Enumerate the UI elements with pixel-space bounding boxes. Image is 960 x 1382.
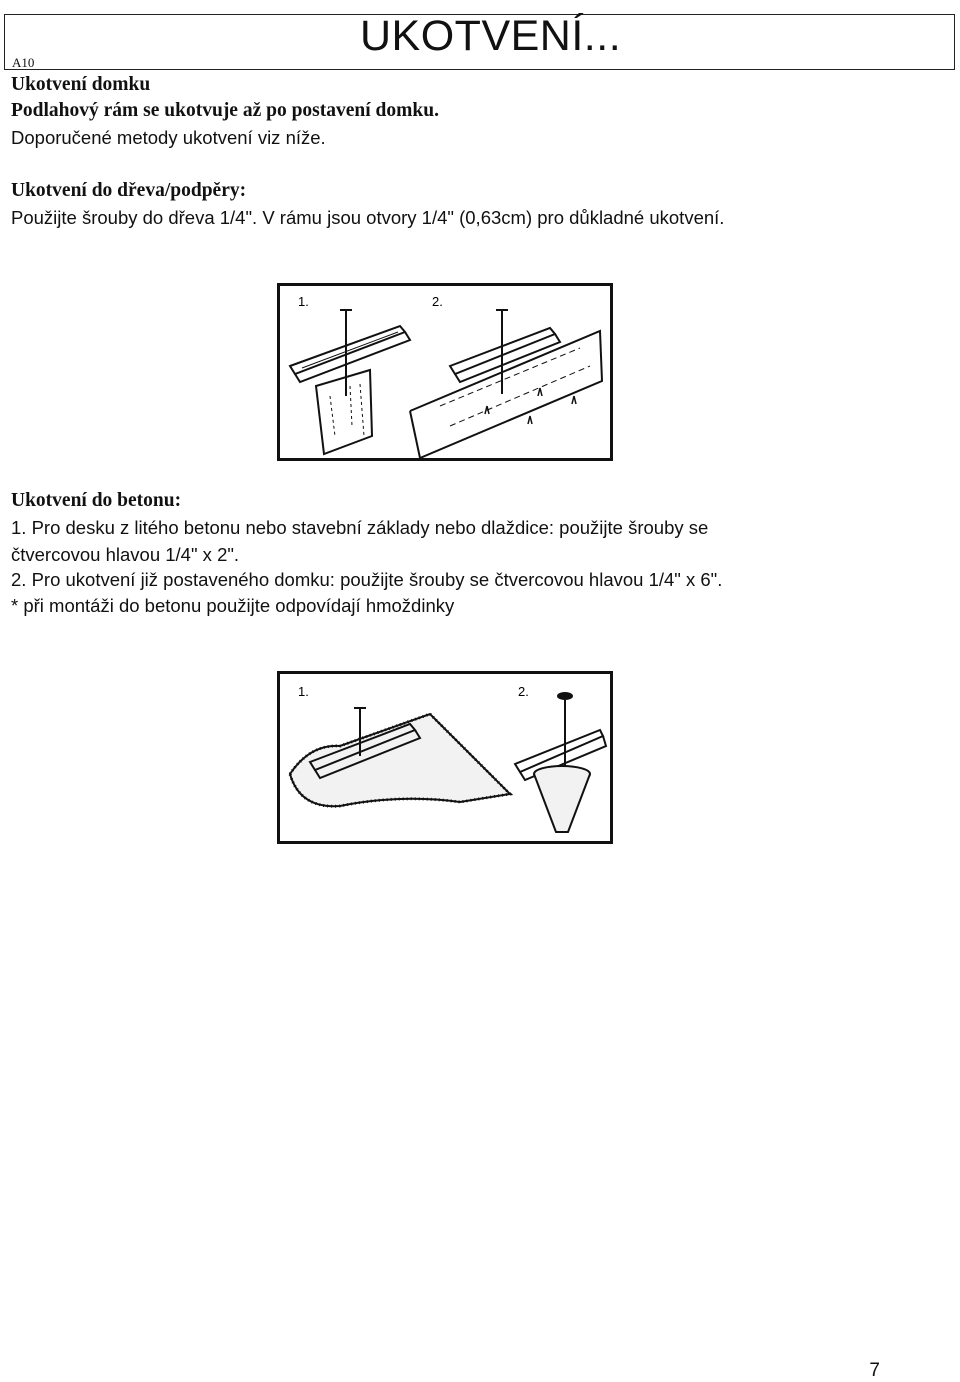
concrete-anchoring-illustration — [280, 674, 610, 841]
wood-beam — [410, 331, 602, 458]
wood-figure-label-2: 2. — [432, 294, 443, 309]
wood-post — [316, 370, 372, 454]
page-number: 7 — [869, 1360, 880, 1381]
page-title: UKOTVENÍ... — [360, 12, 622, 60]
frame-rail-1 — [290, 326, 410, 382]
concrete-line-3: 2. Pro ukotvení již postaveného domku: použijte šrouby se čtvercovou hlavou 1/4" x 6". — [11, 569, 723, 590]
concrete-figure-label-2: 2. — [518, 684, 529, 699]
section-code: A10 — [12, 55, 35, 70]
concrete-heading: Ukotvení do betonu: — [11, 490, 182, 511]
wood-text: Použijte šrouby do dřeva 1/4". V rámu jsou otvory 1/4" (0,63cm) pro důkladné ukotvení. — [11, 207, 725, 228]
wood-anchoring-figure — [277, 283, 613, 461]
intro-line-2: Doporučené metody ukotvení viz níže. — [11, 127, 326, 148]
wood-heading: Ukotvení do dřeva/podpěry: — [11, 180, 247, 201]
wood-figure-label-1: 1. — [298, 294, 309, 309]
concrete-anchoring-figure — [277, 671, 613, 844]
page-header — [4, 14, 955, 70]
intro-line-1: Podlahový rám se ukotvuje až po postavení domku. — [11, 100, 439, 121]
concrete-figure-label-1: 1. — [298, 684, 309, 699]
concrete-line-4: * při montáži do betonu použijte odpovídají hmoždinky — [11, 595, 455, 616]
grass-tufts — [485, 388, 576, 424]
concrete-footing — [534, 766, 590, 832]
concrete-line-2: čtvercovou hlavou 1/4" x 2". — [11, 544, 240, 565]
concrete-line-1: 1. Pro desku z litého betonu nebo stavební základy nebo dlaždice: použijte šrouby se — [11, 517, 709, 538]
wood-anchoring-illustration — [280, 286, 610, 458]
intro-heading: Ukotvení domku — [11, 74, 151, 95]
screw-2 — [496, 310, 508, 394]
